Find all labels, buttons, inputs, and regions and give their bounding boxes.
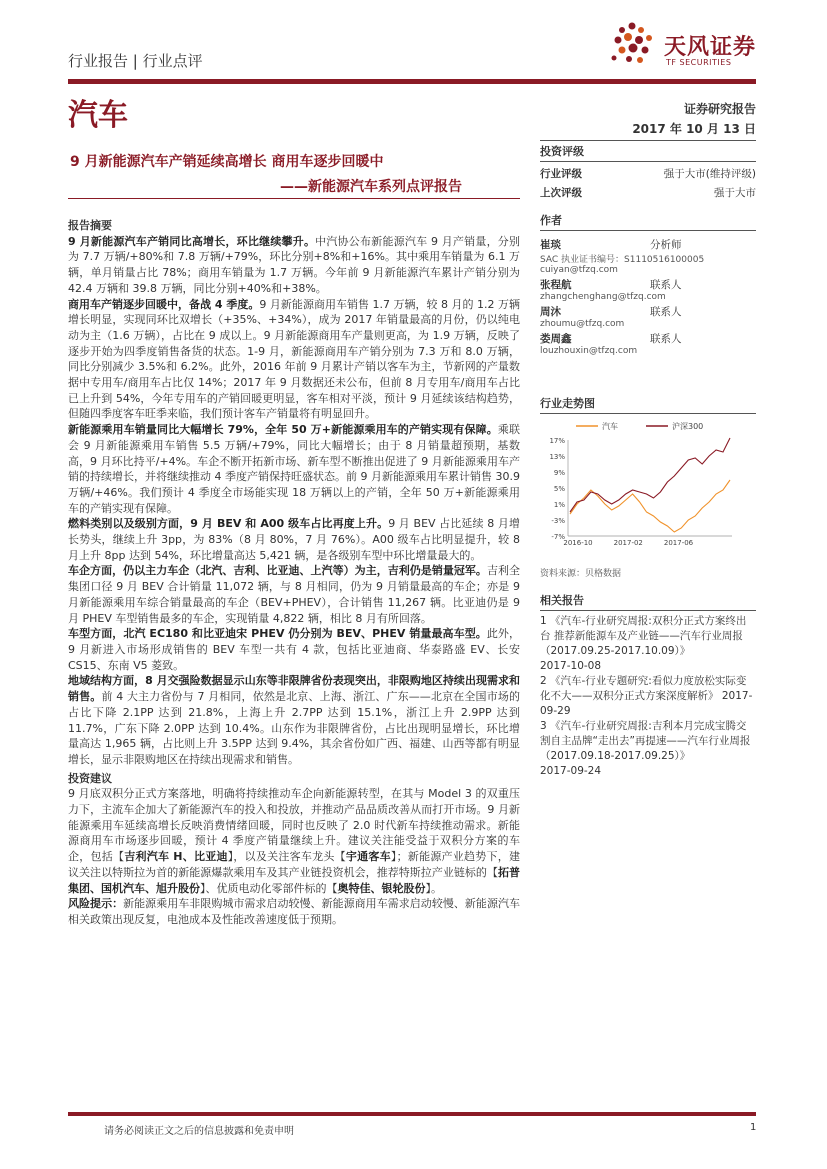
side-rule (540, 413, 756, 414)
related-heading: 相关报告 (540, 594, 584, 607)
title-rule (68, 198, 520, 199)
page-number: 1 (750, 1122, 757, 1133)
paragraph-text: 】。 (425, 881, 442, 895)
side-rule (540, 140, 756, 141)
author-name: 张程航 (540, 279, 572, 291)
rating-label: 上次评级 (540, 187, 582, 199)
x-tick-label: 2016-10 (563, 539, 593, 547)
paragraph-lead: 燃料类别以及级别方面，9 月 BEV 和 A00 级车占比再度上升。 (68, 517, 389, 531)
author-name: 周沐 (540, 306, 561, 318)
author-role: 联系人 (650, 333, 682, 345)
paragraph (68, 422, 520, 516)
author-email[interactable]: cuiyan@tfzq.com (540, 265, 618, 275)
side-rule (540, 230, 756, 231)
author-cert: SAC 执业证书编号：S1110516100005 (540, 255, 705, 265)
paragraph-text: 新能源乘用车非限购城市需求启动较慢、新能源商用车需求启动较慢、新能源汽车相关政策出现反复，电池成本及性能改善速度低于预期。 (68, 897, 520, 926)
author-entry (540, 331, 756, 356)
y-tick-label: 13% (549, 453, 565, 461)
x-tick-label: 2017-06 (663, 539, 694, 547)
paragraph (68, 563, 520, 626)
author-name: 崔琰 (540, 239, 561, 251)
rating-block (540, 140, 756, 200)
y-tick-label: 1% (553, 501, 565, 509)
author-role: 联系人 (650, 279, 682, 291)
trend-chart (540, 418, 756, 547)
y-tick-label: 9% (553, 469, 565, 477)
report-title: 9 月新能源汽车产销延续高增长 商用车逐步回暖中 (70, 154, 384, 170)
stock-pick: 宇通客车 (345, 850, 391, 864)
stock-pick: 吉利汽车 H、比亚迪 (124, 850, 228, 864)
authors-block (540, 212, 756, 356)
related-date: 2017-09-29 (540, 690, 753, 717)
paragraph (68, 297, 520, 423)
paragraph-text: 吉利全集团口径 9 月 BEV 合计销量 11,072 辆，与 8 月相同，仍为 9 月销量最高的车企；亦是 9 月新能源乘用车综合销量最高的车企（BEV+PHEV），合计销售 11,267 辆。比亚迪仍是 9 月 PHEV 车型销售最多的车企，实现销量 4,822 辆，相比 8 月有所回落。 (68, 564, 521, 625)
paragraph-text: 乘联会 9 月新能源乘用车销售 5.5 万辆/+79%，同比大幅增长；由于 8 月销量超预期，基数高，9 月环比持平/+4%。车企不断开拓新市场、新车型不断推出促进了 9 月新能源乘用车产销的持续增长，并将继续推动 4 季度产销保持旺盛状态。前 9 月新能源乘用车累计销售 30.9 万辆/+46%。我们预计 4 季度全市场能实现 18 万辆以上的产销，全年 50 万+新能源乘用车的产销实现有保障。 (68, 423, 521, 515)
author-email[interactable]: zhangchenghang@tfzq.com (540, 292, 666, 302)
paragraph-lead: 风险提示： (68, 897, 124, 911)
x-tick-label: 2017-02 (613, 539, 643, 547)
paragraph-lead: 地域结构方面，8 月交强险数据显示山东等非限牌省份表现突出，非限购地区持续出现需求和销售。 (68, 674, 520, 704)
paragraph-lead: 商用车产销逐步回暖中，备战 4 季度。 (68, 297, 260, 311)
trend-heading: 行业走势图 (540, 397, 595, 410)
related-title[interactable]: 3 《汽车-行业研究周报:吉利本月完成宝腾交割自主品牌“走出去”再提速——汽车行业周报（2017.09.18-2017.09.25）》 (540, 720, 751, 762)
report-date: 2017 年 10 月 13 日 (632, 122, 756, 136)
paragraph (68, 234, 520, 297)
paragraph-text: 】，以及关注客车龙头【 (227, 850, 346, 864)
paragraph-text: 】；新能源产业趋势下，建议关注以特斯拉为首的新能源爆款乘用车及其产业链投资机会，推荐特斯拉产业链标的【 (68, 850, 521, 879)
sector-title: 汽车 (68, 98, 128, 133)
footer-disclaimer: 请务必阅读正文之后的信息披露和免责申明 (104, 1126, 294, 1137)
author-role: 联系人 (650, 306, 682, 318)
summary-heading: 报告摘要 (68, 219, 112, 232)
related-item[interactable] (540, 719, 756, 779)
author-entry (540, 304, 756, 329)
header-rule (68, 79, 756, 84)
stock-pick: 奥特佳、银轮股份 (337, 881, 426, 895)
related-item[interactable] (540, 614, 756, 674)
report-category: 行业报告 | 行业点评 (68, 52, 203, 70)
paragraph-lead: 车型方面，北汽 EC180 和比亚迪宋 PHEV 仍分别为 BEV、PHEV 销量最高车型。 (68, 627, 487, 641)
paragraph-text: 此外，9 月新进入市场形成销售的 BEV 车型一共有 4 款，包括比亚迪商、华泰路盛 EV、长安 CS15、东南 V5 菱致。 (68, 627, 521, 672)
paragraph-text: 9 月新能源商用车销售 1.7 万辆，较 8 月的 1.2 万辆增长明显，实现同环比双增长（+35%、+34%），成为 2017 年销量最高的月份，仍以纯电动为主（1.6 万辆），占比在 9 成以上。9 月新能源商用车产量则更高，为 1.9 万辆，反映了逐步开始为四季度销售备货的状态。1-9 月，新能源商用车产销分别为 7.3 万和 8.0 万辆，同比分别减少 3.5%和 6.2%。此外，2016 年前 9 月累计产销以客车为主，节新网的产量数据中专用车/商用车占比仅 14%；2017 年 9 月数据还未公布，但前 8 月专用车/商用车占比已上升到 54%，今年专用车的产销回暖更明显，客车相对平淡，预计 9 月延续该结构趋势，但随四季度客车旺季来临，我们预计客车产销量将有明显回升。 (68, 297, 521, 421)
paragraph-text: 中汽协公布新能源汽车 9 月产销量，分别为 7.7 万辆/+80%和 7.8 万辆/+79%，环比分别+8%和+16%。其中乘用车销量为 6.1 万辆，单月销量占比 78%；商用车销量为 1.7 万辆。今年前 9 月新能源汽车累计产销分别为 42.4 万辆和 39.8 万辆，同比分别+40%和+38%。 (68, 234, 520, 295)
y-tick-label: 17% (549, 437, 565, 445)
trend-block (540, 395, 756, 414)
paragraph (68, 786, 520, 896)
rating-value: 强于大市(维持评级) (663, 168, 756, 180)
author-entry (540, 237, 756, 275)
related-date: 2017-10-08 (540, 660, 602, 672)
side-rule (540, 161, 756, 162)
footer-rule (68, 1112, 756, 1116)
paragraph-lead: 9 月新能源汽车产销同比高增长，环比继续攀升。 (68, 234, 316, 248)
paragraph-lead: 车企方面，仍以主力车企（北汽、吉利、比亚迪、上汽等）为主，吉利仍是销量冠军。 (68, 564, 487, 578)
paragraph-lead: 新能源乘用车销量同比大幅增长 79%，全年 50 万+新能源乘用车的产销实现有保障。 (68, 423, 498, 437)
paragraph-text: 】、优质电动化零部件标的【 (200, 881, 338, 895)
paragraph (68, 896, 520, 927)
series-line-2 (570, 438, 730, 512)
author-email[interactable]: zhoumu@tfzq.com (540, 319, 625, 329)
stock-pick: 拓普集团、国机汽车、旭升股份 (68, 865, 521, 895)
y-tick-label: 5% (553, 485, 565, 493)
paragraph-text: 9 月底双积分正式方案落地，明确将持续推动车企向新能源转型，在其与 Model 3 的双重压力下，主流车企加大了新能源汽车的投入和投放，并推动产品品质改善从而打开市场。9 月新能源乘用车延续高增长反映消费情绪回暖，同时也反映了 2.0 时代新车持续推动需求。新能源商用车市场逐步回暖，预计 4 季度产销量继续上升。建议关注能受益于双积分方案的车企，包括【 (68, 787, 520, 864)
rating-heading: 投资评级 (540, 145, 584, 158)
author-entry (540, 277, 756, 302)
trend-source: 资料来源：贝格数据 (540, 569, 622, 579)
y-tick-label: -3% (551, 517, 565, 525)
author-name: 娄周鑫 (540, 333, 572, 345)
y-tick-label: -7% (551, 533, 565, 541)
related-block (540, 592, 756, 779)
main-body (68, 218, 520, 928)
invest-heading: 投资建议 (68, 771, 112, 785)
related-item[interactable] (540, 674, 756, 719)
logo-text-cn: 天风证券 (664, 35, 757, 60)
legend-label: 沪深300 (672, 422, 704, 431)
related-title[interactable]: 2 《汽车-行业专题研究:看似力度放松实际变化不大——双积分正式方案深度解析》 (540, 675, 747, 702)
authors-heading: 作者 (540, 214, 562, 227)
legend-label: 汽车 (602, 422, 618, 431)
paragraph-text: 9 月 BEV 占比延续 8 月增长势头，继续上升 3pp，为 83%（8 月 80%，7 月 76%）。A00 级车占比明显提升，较 8 月上升 8pp 达到 54%，环比增量高达 5,421 辆，是各级别车型中环比增量最大的。 (68, 517, 520, 562)
series-line-1 (570, 480, 730, 532)
rating-row (540, 185, 756, 200)
paragraph-text: 前 4 大主力省份与 7 月相同，依然是北京、上海、浙江、广东——北京在全国市场的占比下降 2.1PP 达到 21.8%，上海上升 2.7PP 达到 15.1%，浙江上升 2.9PP 达到 11.7%，广东下降 2.0PP 达到 10.4%。山东作为非限牌省份，占比出现明显增长，环比增量高达 1,965 辆，占比则上升 3.5PP 达到 9.4%，其余省份如广西、福建、山西等都有明显增长，显示非限购地区在持续出现需求和销售。 (68, 690, 520, 766)
logo-text-en: TF SECURITIES (666, 58, 732, 67)
related-title[interactable]: 1 《汽车-行业研究周报:双积分正式方案终出台 推荐新能源车及产业链——汽车行业周报（2017.09.25-2017.10.09）》 (540, 615, 747, 657)
related-date: 2017-09-24 (540, 765, 602, 777)
paragraph (68, 516, 520, 563)
side-rule (540, 610, 756, 611)
paragraph (68, 626, 520, 673)
rating-value: 强于大市 (714, 187, 756, 199)
rating-label: 行业评级 (540, 168, 582, 180)
paragraph (68, 673, 520, 767)
author-email[interactable]: louzhouxin@tfzq.com (540, 346, 638, 356)
report-type: 证券研究报告 (683, 102, 756, 116)
rating-row (540, 166, 756, 181)
author-role: 分析师 (650, 239, 682, 251)
report-subtitle: ——新能源汽车系列点评报告 (280, 179, 462, 195)
